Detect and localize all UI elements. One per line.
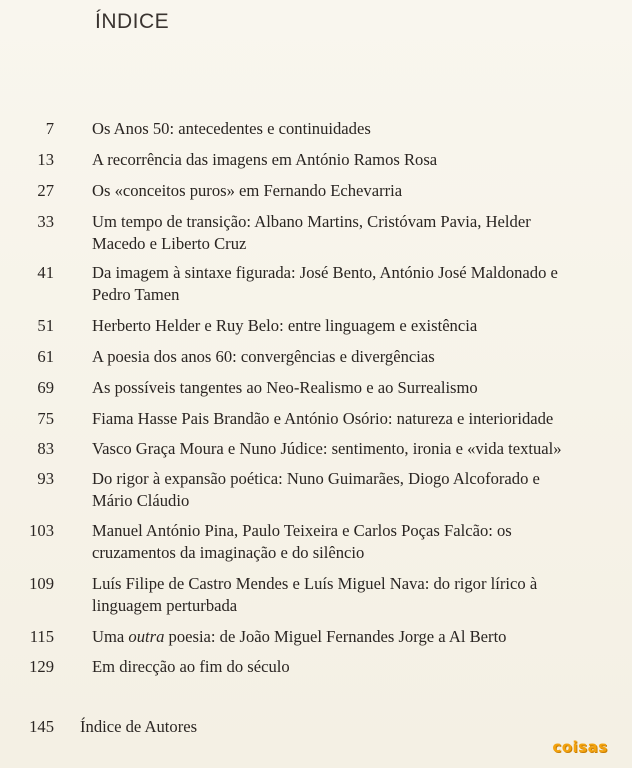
toc-title [92, 468, 620, 512]
toc-title [92, 573, 620, 617]
toc-title-line: Pedro Tamen [92, 285, 180, 304]
toc-page-number: 93 [37, 469, 54, 488]
toc-page-number: 51 [37, 316, 54, 335]
toc-page-number: 103 [29, 521, 54, 540]
toc-title-line: A poesia dos anos 60: convergências e divergências [92, 347, 435, 366]
toc-title-line: Um tempo de transição: Albano Martins, Cristóvam Pavia, Helder [92, 212, 531, 231]
toc-title-line: As possíveis tangentes ao Neo-Realismo e ao Surrealismo [92, 378, 478, 397]
toc-title [92, 408, 620, 430]
toc-title-line: Os Anos 50: antecedentes e continuidades [92, 119, 371, 138]
toc-title-line: Vasco Graça Moura e Nuno Júdice: sentimento, ironia e «vida textual» [92, 439, 562, 458]
toc-title [92, 262, 620, 306]
toc-title-line: Herberto Helder e Ruy Belo: entre linguagem e existência [92, 316, 478, 335]
toc-page-number: 115 [29, 627, 54, 646]
page-title: ÍNDICE [95, 10, 170, 33]
toc-title-line: Mário Cláudio [92, 491, 190, 510]
toc-title [92, 626, 620, 648]
toc-title-italic: outra [128, 627, 165, 646]
toc-title [92, 377, 620, 399]
toc-title-line [92, 626, 620, 648]
toc-title-line: cruzamentos da imaginação e do silêncio [92, 543, 365, 562]
toc-page-number: 27 [37, 181, 54, 200]
toc-title [92, 211, 620, 255]
toc-page-number: 33 [37, 212, 54, 231]
toc-title-text: Uma [92, 627, 129, 646]
toc-title [92, 149, 620, 171]
toc-title-line: Luís Filipe de Castro Mendes e Luís Miguel Nava: do rigor lírico à [92, 574, 538, 593]
toc-title [92, 656, 620, 678]
toc-title [92, 118, 620, 140]
toc-title [92, 346, 620, 368]
toc-title-line: Manuel António Pina, Paulo Teixeira e Carlos Poças Falcão: os [92, 521, 512, 540]
toc-title [92, 315, 620, 337]
toc-title [80, 716, 608, 738]
toc-page-number: 41 [37, 263, 54, 282]
toc-title-line: Da imagem à sintaxe figurada: José Bento, António José Maldonado e [92, 263, 558, 282]
toc-title-line: Macedo e Liberto Cruz [92, 234, 247, 253]
coisas-watermark-logo: coisas [552, 738, 608, 756]
toc-title-line: Os «conceitos puros» em Fernando Echevarria [92, 181, 403, 200]
toc-title [92, 180, 620, 202]
toc-title [92, 438, 620, 460]
toc-page-number: 69 [37, 378, 54, 397]
toc-title-text: poesia: de João Miguel Fernandes Jorge a Al Berto [164, 627, 507, 646]
toc-title-line: linguagem perturbada [92, 596, 238, 615]
toc-title-line: Do rigor à expansão poética: Nuno Guimarães, Diogo Alcoforado e [92, 469, 540, 488]
toc-title [92, 520, 620, 564]
toc-title-line: A recorrência das imagens em António Ramos Rosa [92, 150, 438, 169]
toc-page-number: 61 [37, 347, 54, 366]
toc-page-number: 83 [37, 439, 54, 458]
toc-title-line: Em direcção ao fim do século [92, 657, 290, 676]
toc-page-number: 145 [29, 717, 54, 736]
toc-page-number: 75 [37, 409, 54, 428]
toc-page-number: 109 [29, 574, 54, 593]
toc-page-number: 7 [45, 119, 54, 138]
toc-page-number: 13 [37, 150, 54, 169]
toc-title-line: Fiama Hasse Pais Brandão e António Osório: natureza e interioridade [92, 409, 554, 428]
toc-title-line: Índice de Autores [80, 717, 198, 736]
toc-page-number: 129 [29, 657, 54, 676]
